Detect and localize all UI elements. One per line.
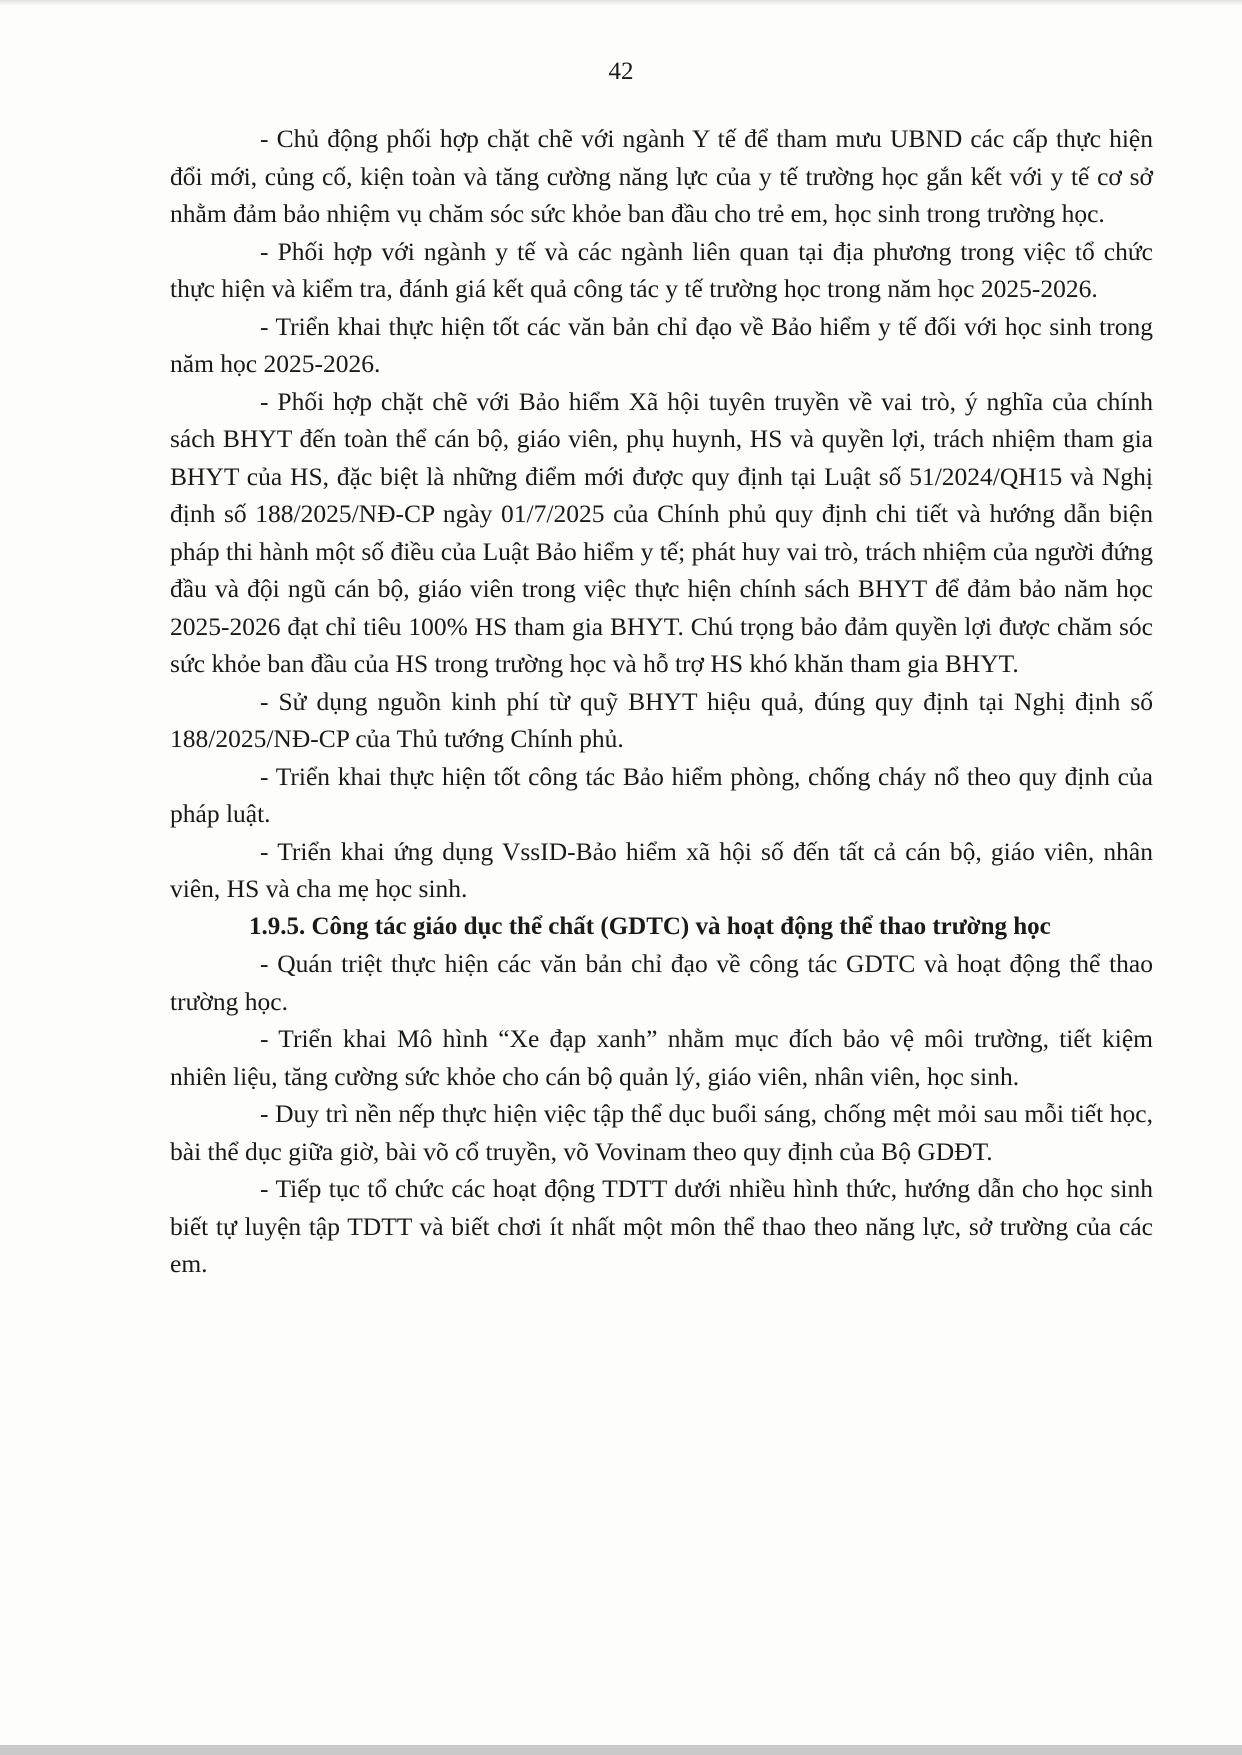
paragraph-sports-activities: - Tiếp tục tổ chức các hoạt động TDTT dưới nhiều hình thức, hướng dẫn cho học sinh biết tự luyện tập TDTT và biết chơi ít nhất một môn thể thao theo năng lực, sở trường của các em. [170, 1174, 1153, 1278]
scan-bottom-edge [0, 1745, 1242, 1755]
paragraph-vssid-app: - Triển khai ứng dụng VssID-Bảo hiểm xã hội số đến tất cả cán bộ, giáo viên, nhân viên, HS và cha mẹ học sinh. [170, 836, 1153, 903]
paragraph-bhyt-funds: - Sử dụng nguồn kinh phí từ quỹ BHYT hiệu quả, đúng quy định tại Nghị định số 188/2025/NĐ-CP của Thủ tướng Chính phủ. [170, 686, 1153, 753]
paragraph-morning-exercise: - Duy trì nền nếp thực hiện việc tập thể dục buổi sáng, chống mệt mỏi sau mỗi tiết học, bài thể dục giữa giờ, bài võ cổ truyền, võ Vovinam theo quy định của Bộ GDĐT. [170, 1099, 1153, 1166]
paragraph-bhyt-propaganda: - Phối hợp chặt chẽ với Bảo hiểm Xã hội tuyên truyền về vai trò, ý nghĩa của chính sách BHYT đến toàn thể cán bộ, giáo viên, phụ huynh, HS và quyền lợi, trách nhiệm tham gia BHYT của HS, đặc biệt là những điểm mới được quy định tại Luật số 51/2024/QH15 và Nghị định số 188/2025/NĐ-CP ngày 01/7/2025 của Chính phủ quy định chi tiết và hướng dẫn biện pháp thi hành một số điều của Luật Bảo hiểm y tế; phát huy vai trò, trách nhiệm của người đứng đầu và đội ngũ cán bộ, giáo viên trong việc thực hiện chính sách BHYT để đảm bảo năm học 2025-2026 đạt chỉ tiêu 100% HS tham gia BHYT. Chú trọng bảo đảm quyền lợi được chăm sóc sức khỏe ban đầu của HS trong trường học và hỗ trợ HS khó khăn tham gia BHYT. [170, 386, 1153, 678]
paragraph-health-inspection: - Phối hợp với ngành y tế và các ngành liên quan tại địa phương trong việc tổ chức thực hiện và kiểm tra, đánh giá kết quả công tác y tế trường học trong năm học 2025-2026. [170, 236, 1153, 303]
paragraph-green-bicycle: - Triển khai Mô hình “Xe đạp xanh” nhằm mục đích bảo vệ môi trường, tiết kiệm nhiên liệu, tăng cường sức khỏe cho cán bộ quản lý, giáo viên, nhân viên, học sinh. [170, 1024, 1153, 1091]
paragraph-fire-insurance: - Triển khai thực hiện tốt công tác Bảo hiểm phòng, chống cháy nổ theo quy định của pháp luật. [170, 761, 1153, 828]
section-heading-physical-education: 1.9.5. Công tác giáo dục thể chất (GDTC) và hoạt động thể thao trường học [249, 912, 1051, 940]
paragraph-gdtc-directives: - Quán triệt thực hiện các văn bản chỉ đạo về công tác GDTC và hoạt động thể thao trường học. [170, 949, 1153, 1016]
scan-top-edge [0, 0, 1242, 6]
paragraph-health-insurance-directives: - Triển khai thực hiện tốt các văn bản chỉ đạo về Bảo hiểm y tế đối với học sinh trong năm học 2025-2026. [170, 311, 1153, 378]
paragraph-school-health-coordination: - Chủ động phối hợp chặt chẽ với ngành Y tế để tham mưu UBND các cấp thực hiện đổi mới, củng cố, kiện toàn và tăng cường năng lực của y tế trường học gắn kết với y tế cơ sở nhằm đảm bảo nhiệm vụ chăm sóc sức khỏe ban đầu cho trẻ em, học sinh trong trường học. [170, 124, 1153, 228]
page-number: 42 [608, 58, 634, 85]
document-body [170, 120, 1153, 1283]
